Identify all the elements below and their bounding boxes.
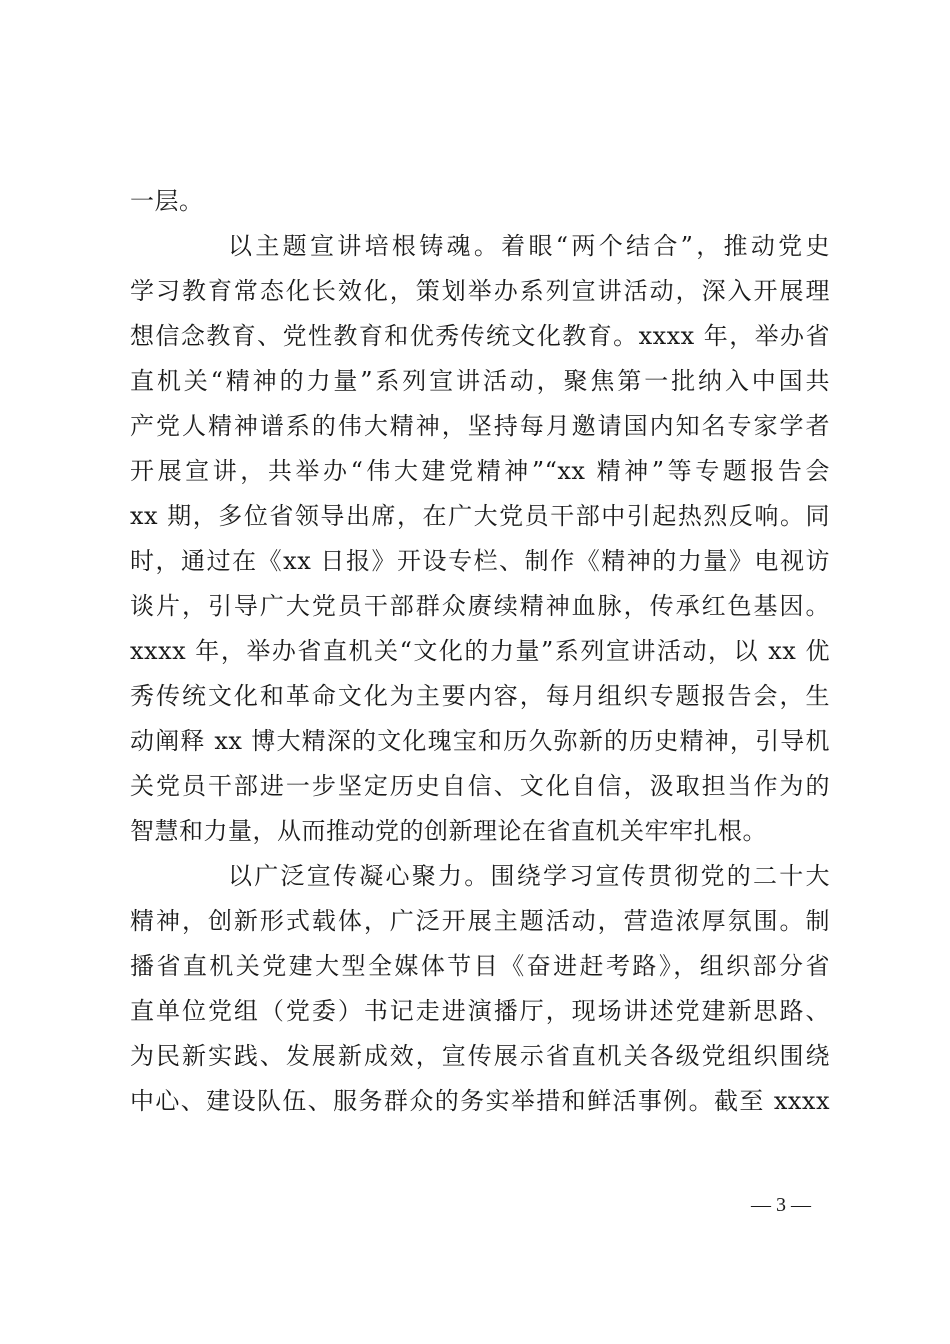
text-line: 一层。 bbox=[130, 187, 204, 215]
text-line: 秀传统文化和革命文化为主要内容，每月组织专题报告会，生 bbox=[130, 682, 830, 710]
text-line: 直机关“精神的力量”系列宣讲活动，聚焦第一批纳入中国共 bbox=[130, 367, 830, 395]
page-number: — 3 — bbox=[751, 1194, 811, 1216]
paragraph-first-line: 以广泛宣传凝心聚力。围绕学习宣传贯彻党的二十大 bbox=[228, 862, 830, 890]
text-line: 谈片，引导广大党员干部群众赓续精神血脉，传承红色基因。 bbox=[130, 592, 830, 620]
text-line: 想信念教育、党性教育和优秀传统文化教育。xxxx 年，举办省 bbox=[130, 322, 830, 350]
paragraph-first-line: 以主题宣讲培根铸魂。着眼“两个结合”，推动党史 bbox=[228, 232, 830, 260]
text-line: 产党人精神谱系的伟大精神，坚持每月邀请国内知名专家学者 bbox=[130, 412, 830, 440]
text-line: 直单位党组（党委）书记走进演播厅，现场讲述党建新思路、 bbox=[130, 997, 830, 1025]
text-line: 动阐释 xx 博大精深的文化瑰宝和历久弥新的历史精神，引导机 bbox=[130, 727, 830, 755]
text-line: 智慧和力量，从而推动党的创新理论在省直机关牢牢扎根。 bbox=[130, 817, 767, 845]
text-line: 为民新实践、发展新成效，宣传展示省直机关各级党组织围绕 bbox=[130, 1042, 830, 1070]
text-line: 学习教育常态化长效化，策划举办系列宣讲活动，深入开展理 bbox=[130, 277, 830, 305]
text-line: 播省直机关党建大型全媒体节目《奋进赶考路》，组织部分省 bbox=[130, 952, 830, 980]
text-line: 中心、建设队伍、服务群众的务实举措和鲜活事例。截至 xxxx bbox=[130, 1087, 830, 1115]
text-line: 时，通过在《xx 日报》开设专栏、制作《精神的力量》电视访 bbox=[130, 547, 830, 575]
text-line: 关党员干部进一步坚定历史自信、文化自信，汲取担当作为的 bbox=[130, 772, 830, 800]
text-line: 开展宣讲，共举办“伟大建党精神”“xx 精神”等专题报告会 bbox=[130, 457, 830, 485]
text-line: xxxx 年，举办省直机关“文化的力量”系列宣讲活动，以 xx 优 bbox=[130, 637, 830, 665]
text-line: 精神，创新形式载体，广泛开展主题活动，营造浓厚氛围。制 bbox=[130, 907, 830, 935]
text-line: xx 期，多位省领导出席，在广大党员干部中引起热烈反响。同 bbox=[130, 502, 830, 530]
